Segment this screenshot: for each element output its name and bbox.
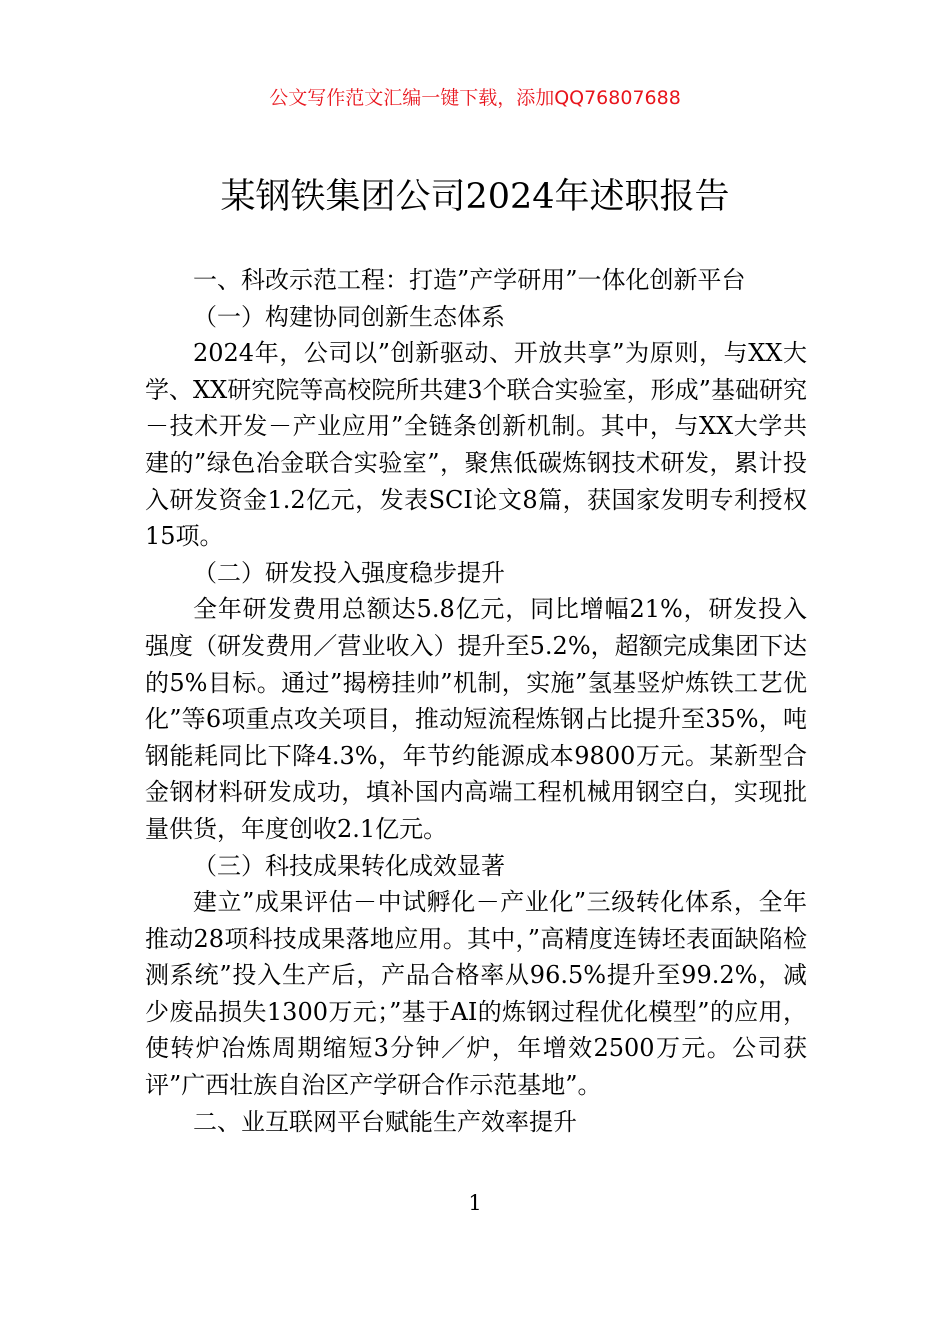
page-number: 1: [468, 1191, 482, 1215]
document-body: [145, 262, 807, 1140]
subheading-1-2: （二）研发投入强度稳步提升: [193, 558, 505, 587]
body-paragraph: 建立”成果评估－中试孵化－产业化”三级转化体系，全年推动28项科技成果落地应用。其中，”高精度连铸坯表面缺陷检测系统”投入生产后，产品合格率从96.5%提升至99.2%，减少废品损失1300万元；”基于AI的炼钢过程优化模型”的应用，使转炉冶炼周期缩短3分钟／炉，年增效2500万元。公司获评”广西壮族自治区产学研合作示范基地”。: [145, 888, 807, 1100]
subheading-1-3: （三）科技成果转化成效显著: [193, 851, 505, 880]
heading-section-1: 一、科改示范工程：打造”产学研用”一体化创新平台: [193, 266, 746, 294]
download-banner: 公文写作范文汇编一键下载，添加QQ76807688: [269, 87, 681, 109]
body-paragraph: 全年研发费用总额达5.8亿元，同比增幅21%，研发投入强度（研发费用／营业收入）提升至5.2%，超额完成集团下达的5%目标。通过”揭榜挂帅”机制，实施”氢基竖炉炼铁工艺优化”等6项重点攻关项目，推动短流程炼钢占比提升至35%，吨钢能耗同比下降4.3%，年节约能源成本9800万元。某新型合金钢材料研发成功，填补国内高端工程机械用钢空白，实现批量供货，年度创收2.1亿元。: [145, 595, 807, 843]
body-paragraph: 2024年，公司以”创新驱动、开放共享”为原则，与XX大学、XX研究院等高校院所共建3个联合实验室，形成”基础研究－技术开发－产业应用”全链条创新机制。其中，与XX大学共建的”绿色冶金联合实验室”，聚焦低碳炼钢技术研发，累计投入研发资金1.2亿元，发表SCI论文8篇，获国家发明专利授权15项。: [145, 339, 807, 551]
subheading-1-1: （一）构建协同创新生态体系: [193, 302, 505, 331]
document-title: 某钢铁集团公司2024年述职报告: [220, 177, 730, 217]
heading-section-2: 二、业互联网平台赋能生产效率提升: [193, 1107, 577, 1136]
